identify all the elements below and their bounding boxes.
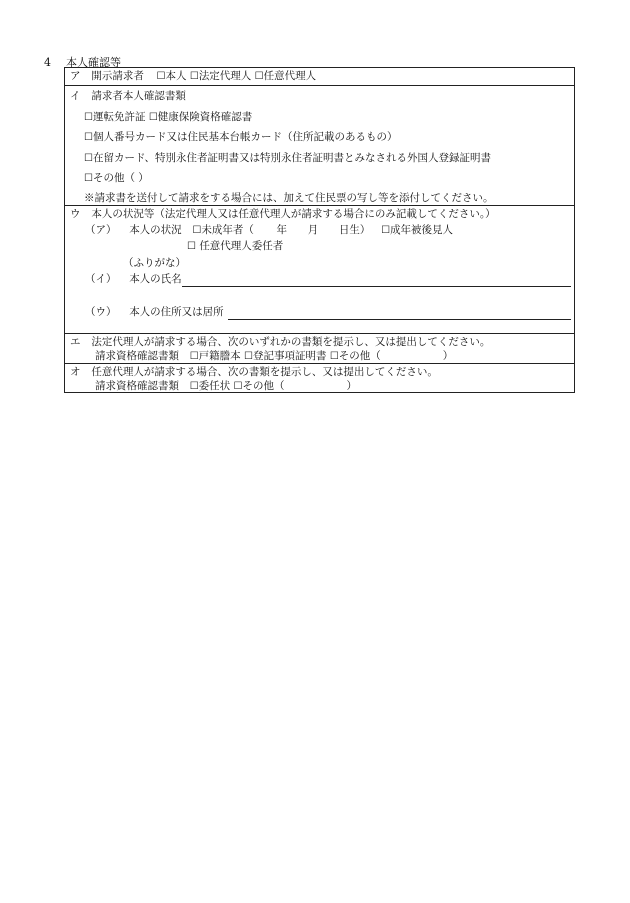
furigana-label: （ふりがな） — [123, 257, 186, 269]
option-residence-card: 在留カード、特別永住者証明書又は特別永住者証明書とみなされる外国人登録証明書 — [92, 152, 492, 164]
principal-name-field[interactable] — [182, 286, 571, 287]
row-marker: オ — [70, 366, 81, 378]
checkbox-power-of-attorney[interactable]: ☐ — [189, 381, 199, 392]
option-voluntary-agent: 任意代理人 — [263, 70, 317, 82]
checkbox-other-legal[interactable]: ☐ — [329, 351, 339, 362]
principal-address-field[interactable] — [228, 319, 571, 320]
option-principal: 本人 — [165, 70, 187, 82]
qualification-doc-label: 請求資格確認書類 — [95, 350, 179, 362]
option-power-of-attorney: 委任状 — [198, 380, 231, 392]
option-other-document: その他（ ） — [92, 172, 149, 184]
sub-marker-i: （イ） — [85, 273, 117, 285]
requester-type-row — [65, 68, 574, 85]
sub-marker-u: （ウ） — [85, 306, 117, 318]
id-documents-label: 請求者本人確認書類 — [91, 90, 186, 102]
row-marker: イ — [70, 90, 81, 102]
option-health-insurance: 健康保険資格確認書 — [157, 111, 253, 123]
checkbox-voluntary-agent[interactable]: ☐ — [254, 71, 264, 82]
principal-status-label: 本人の状況 — [129, 224, 182, 236]
requester-type-label: 開示請求者 — [91, 70, 144, 82]
requester-id-documents-row — [65, 85, 574, 206]
option-other-voluntary-close: ） — [346, 380, 357, 392]
checkbox-other-document[interactable]: ☐ — [84, 173, 93, 184]
option-drivers-license: 運転免許証 — [92, 111, 146, 123]
principal-status-heading: 本人の状況等（法定代理人又は任意代理人が請求する場合にのみ記載してください。） — [91, 208, 496, 220]
checkbox-other-voluntary[interactable]: ☐ — [233, 381, 243, 392]
checkbox-my-number-card[interactable]: ☐ — [84, 132, 93, 143]
row-marker: ア — [70, 70, 81, 82]
option-legal-agent: 法定代理人 — [198, 70, 252, 82]
option-family-register: 戸籍謄本 — [198, 350, 241, 362]
month-label: 月 — [307, 224, 319, 236]
section-number: 4 — [44, 56, 51, 69]
option-minor: 未成年者（ — [201, 224, 254, 236]
checkbox-delegator[interactable]: ☐ — [187, 241, 196, 252]
checkbox-health-insurance[interactable]: ☐ — [148, 112, 158, 123]
voluntary-agent-instruction: 任意代理人が請求する場合、次の書類を提示し、又は提出してください。 — [91, 366, 438, 378]
identity-verification-form — [64, 67, 575, 393]
checkbox-principal[interactable]: ☐ — [156, 71, 166, 82]
option-other-legal-open: その他（ — [338, 350, 381, 362]
legal-agent-instruction: 法定代理人が請求する場合、次のいずれかの書類を提示し、又は提出してください。 — [91, 336, 491, 348]
sub-marker-a: （ア） — [85, 224, 117, 236]
option-delegator: 任意代理人委任者 — [199, 240, 284, 252]
option-other-voluntary-open: その他（ — [242, 380, 285, 392]
option-other-legal-close: ） — [442, 350, 454, 362]
option-registry-certificate: 登記事項証明書 — [252, 350, 327, 362]
qualification-doc-label: 請求資格確認書類 — [95, 380, 179, 392]
checkbox-adult-guardian[interactable]: ☐ — [381, 225, 391, 236]
row-marker: ウ — [70, 208, 81, 220]
checkbox-registry-certificate[interactable]: ☐ — [244, 351, 253, 362]
principal-name-label: 本人の氏名 — [129, 273, 182, 285]
section-title: 本人確認等 — [66, 56, 121, 69]
option-adult-guardian: 成年被後見人 — [390, 224, 454, 236]
birth-day-label: 日生） — [338, 224, 371, 236]
voluntary-agent-documents-row — [65, 363, 574, 395]
checkbox-residence-card[interactable]: ☐ — [84, 153, 93, 164]
year-label: 年 — [276, 224, 288, 236]
checkbox-drivers-license[interactable]: ☐ — [84, 112, 93, 123]
mail-request-note: ※請求書を送付して請求をする場合には、加えて住民票の写し等を添付してください。 — [84, 192, 494, 204]
checkbox-family-register[interactable]: ☐ — [189, 351, 199, 362]
row-marker: エ — [70, 336, 81, 348]
principal-address-label: 本人の住所又は居所 — [129, 306, 224, 318]
principal-status-row — [65, 205, 574, 334]
option-my-number-card: 個人番号カード又は住民基本台帳カード（住所記載のあるもの） — [92, 131, 398, 143]
checkbox-minor[interactable]: ☐ — [192, 225, 202, 236]
legal-agent-documents-row — [65, 333, 574, 364]
checkbox-legal-agent[interactable]: ☐ — [189, 71, 199, 82]
